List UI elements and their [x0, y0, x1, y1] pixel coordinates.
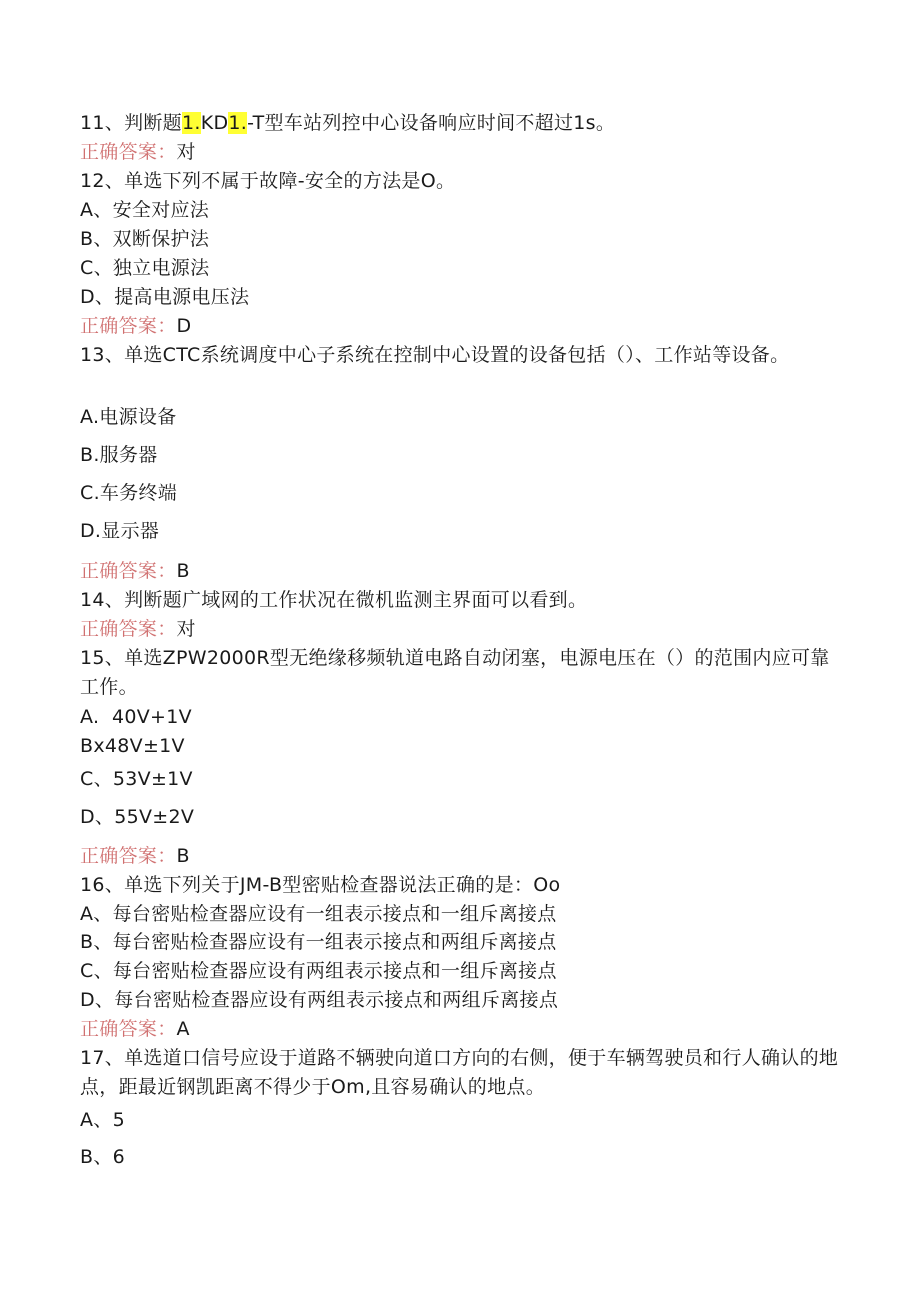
- q12-question: 12、单选下列不属于故障-安全的方法是O。: [80, 170, 456, 192]
- q11-answer: 正确答案：对: [80, 141, 196, 163]
- q16-question: 16、单选下列关于JM-B型密贴检查器说法正确的是：Oo: [80, 874, 561, 896]
- q12-option-a: A、安全对应法: [80, 199, 210, 221]
- q15-option-c: C、53V±1V: [80, 768, 193, 790]
- q16-answer: 正确答案：A: [80, 1018, 190, 1040]
- q13-option-c: C.车务终端: [80, 482, 178, 504]
- highlight-mark: 1.: [181, 112, 201, 134]
- q16-option-b: B、每台密贴检查器应设有一组表示接点和两组斥离接点: [80, 931, 557, 953]
- q15-option-b: Bx48V±1V: [80, 735, 185, 757]
- q12-option-c: C、独立电源法: [80, 257, 210, 279]
- q11-question: 11、判断题1.KD1.-T型车站列控中心设备响应时间不超过1s。: [80, 112, 616, 134]
- highlight-mark: 1.: [228, 112, 248, 134]
- q12-answer: 正确答案：D: [80, 315, 192, 337]
- q16-option-a: A、每台密贴检查器应设有一组表示接点和一组斥离接点: [80, 903, 557, 925]
- q14-question: 14、判断题广域网的工作状况在微机监测主界面可以看到。: [80, 589, 588, 611]
- q13-option-d: D.显示器: [80, 520, 160, 542]
- q15-option-d: D、55V±2V: [80, 806, 195, 828]
- q13-question: 13、单选CTC系统调度中心子系统在控制中心设置的设备包括（）、工作站等设备。: [80, 344, 790, 366]
- q17-option-a: A、5: [80, 1109, 125, 1131]
- q14-answer: 正确答案：对: [80, 618, 196, 640]
- q12-option-d: D、提高电源电压法: [80, 286, 250, 308]
- q13-option-a: A.电源设备: [80, 406, 177, 428]
- q15-option-a: A. 40V+1V: [80, 706, 192, 728]
- q12-option-b: B、双断保护法: [80, 228, 210, 250]
- q13-option-b: B.服务器: [80, 444, 158, 466]
- q17-option-b: B、6: [80, 1146, 126, 1168]
- q13-answer: 正确答案：B: [80, 560, 190, 582]
- q15-question: 15、单选ZPW2000R型无绝缘移频轨道电路自动闭塞，电源电压在（）的范围内应可靠工作。: [80, 647, 830, 698]
- q15-answer: 正确答案：B: [80, 845, 190, 867]
- q17-question: 17、单选道口信号应设于道路不辆驶向道口方向的右侧，便于车辆驾驶员和行人确认的地点，距最近钢凯距离不得少于Om,且容易确认的地点。: [80, 1047, 839, 1098]
- q16-option-c: C、每台密贴检查器应设有两组表示接点和一组斥离接点: [80, 960, 557, 982]
- q16-option-d: D、每台密贴检查器应设有两组表示接点和两组斥离接点: [80, 989, 559, 1011]
